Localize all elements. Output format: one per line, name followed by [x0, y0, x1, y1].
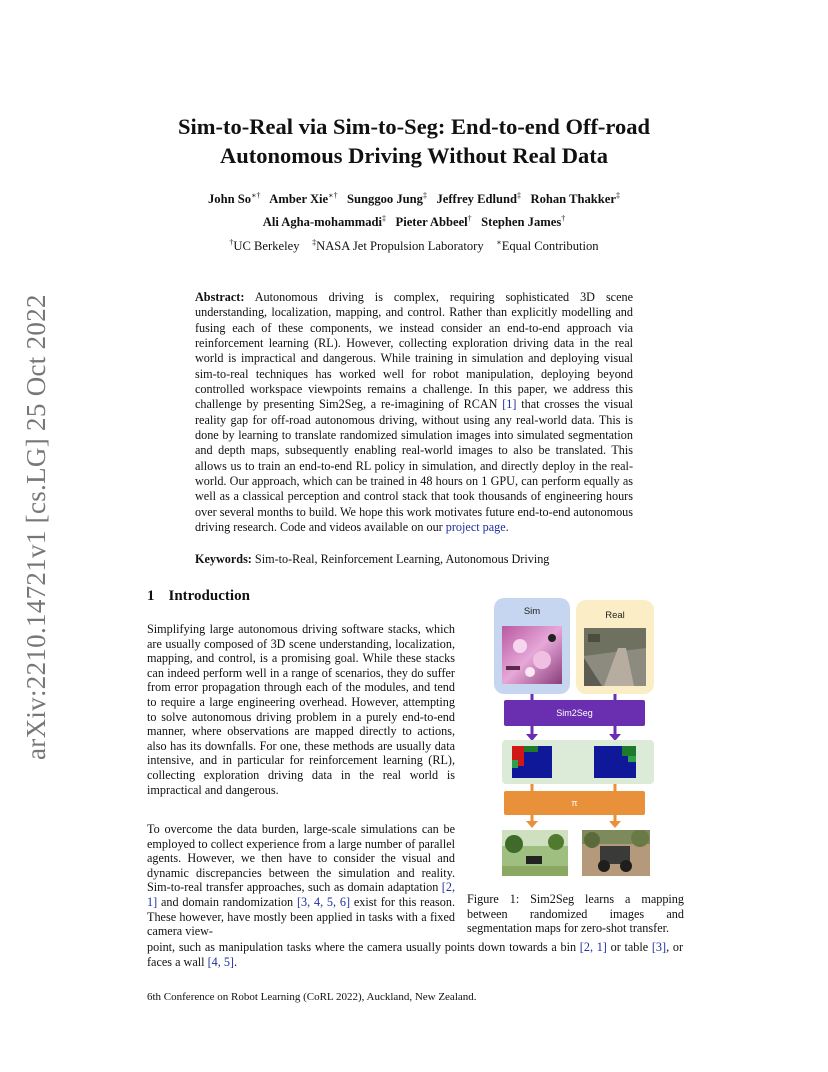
policy-block [504, 791, 645, 815]
sim-image [502, 626, 562, 684]
intro-paragraph-2: To overcome the data burden, large-scale simulations can be employed to collect experience from a large number of parallel agents. However, we then have to consider the visual and dynamic discrepancies between the simulation and reality. Sim-to-real transfer approaches, such as domain adaptation [2, 1] and domain randomization [3, 4, 5, 6] exist for this reason. These however, have mostly been applied in tasks with a fixed camera view- [147, 822, 455, 939]
author: Ali Agha-mohammadi‡ [262, 214, 387, 230]
real-segmentation-map [594, 746, 636, 778]
affiliation: †UC Berkeley [229, 238, 300, 254]
citation-link[interactable]: [3] [651, 940, 667, 954]
citation-link[interactable]: [4, 5] [207, 954, 234, 969]
author: Stephen James† [481, 214, 566, 230]
real-image [584, 628, 646, 686]
abstract: Abstract: Autonomous driving is complex, requiring sophisticated 3D scene understanding, localization, mapping, and control. Rather than explicitly modelling and fusing each of these components, we instead consider an end-to-end approach via reinforcement learning (RL). However, collecting exploration driving data in the real world is impractical and dangerous. While training in simulation and deploying visual sim-to-real techniques has worked well for robot manipulation, deploying beyond controlled workspace viewpoints remains a challenge. In this paper, we address this challenge by presenting Sim2Seg, a re-imagining of RCAN [1] that crosses the visual reality gap for off-road autonomous driving, without using any real-world data. This is done by learning to translate randomized simulation images into simulated segmentation and depth maps, subsequently enabling real-world images to also be translated. This allows us to train an end-to-end RL policy in simulation, and directly deploy in the real-world. Our approach, which can be trained in 48 hours on 1 GPU, can perform equally as well as a classical perception and control stack that took thousands of engineering hours over several months to build. We hope this work motivates future end-to-end autonomous driving research. Code and videos available on our project page. [195, 290, 634, 535]
author-list-line-2 [110, 214, 718, 230]
arrows-to-outputs [494, 815, 656, 829]
section-heading [147, 588, 250, 605]
author: Amber Xie∗† [269, 191, 338, 207]
keywords-label: Keywords: [195, 552, 252, 566]
author: Sunggoo Jung‡ [347, 191, 427, 207]
arxiv-identifier: arXiv:2210.14721v1 [cs.LG] 25 Oct 2022 [21, 294, 51, 760]
affiliation: ∗Equal Contribution [496, 238, 599, 254]
sim-label: Sim [523, 606, 541, 617]
title-line-2: Autonomous Driving Without Real Data [220, 143, 608, 168]
citation-link[interactable]: [2, 1] [579, 940, 607, 954]
author: Pieter Abbeel† [395, 214, 472, 230]
policy-label: π [571, 798, 578, 808]
figure-1 [494, 598, 656, 880]
section-number: 1 [147, 588, 155, 604]
keywords [195, 552, 633, 567]
section-title: Introduction [168, 588, 250, 604]
real-panel [576, 600, 654, 694]
title-line-1: Sim-to-Real via Sim-to-Seg: End-to-end Off-road [177, 114, 651, 139]
keywords-text: Sim-to-Real, Reinforcement Learning, Autonomous Driving [254, 552, 550, 566]
intro-paragraph-1: Simplifying large autonomous driving software stacks, which are usually composed of 3D scene understanding, localization, mapping, and control, is a promising goal. While these stacks can indeed perform well in a range of scenarios, they do suffer from error propagation through each of the modules, and tend to require a large engineering overhead. However, attempting to solve autonomous driving problem in a purely end-to-end manner, where observations are mapped directly to actions, also has its downfalls. For one, these methods are usually data intensive, and in particular for reinforcement learning (RL), collecting exploration driving data in the real world is impractical and dangerous. [147, 622, 455, 797]
citation-link[interactable]: [3, 4, 5, 6] [296, 894, 351, 909]
real-driving-image [582, 830, 650, 876]
sim2seg-block [504, 700, 645, 726]
abstract-text: Autonomous driving is complex, requiring sophisticated 3D scene understanding, localization, mapping, and control. Rather than explicitly modelling and fusing each of these components, we instead consider an end-to-end approach via reinforcement learning (RL). However, collecting exploration driving data in the real world is impractical and dangerous. While training in simulation and deploying visual sim-to-real techniques has worked well for robot manipulation, deploying beyond controlled workspace viewpoints remains a challenge. In this paper, we address this challenge by presenting Sim2Seg, a re-imagining of RCAN [195, 290, 634, 412]
sim-panel [494, 598, 570, 694]
affiliations [110, 238, 718, 254]
author-list-line-1 [110, 191, 718, 207]
intro-paragraph-2-continued: point, such as manipulation tasks where the camera usually points down towards a bin [2, 1] or table [3], or faces a wall [4, 5]. [147, 940, 684, 969]
sim2seg-label: Sim2Seg [556, 708, 593, 718]
citation-link[interactable]: [1] [502, 397, 517, 412]
author: Jeffrey Edlund‡ [436, 191, 522, 207]
citation-link[interactable]: [2, 1] [147, 880, 455, 909]
sim-driving-image [502, 830, 568, 876]
figure-caption: Figure 1: Sim2Seg learns a mapping between randomized images and segmentation maps for zero-shot transfer. [467, 892, 684, 936]
sim-segmentation-map [512, 746, 552, 778]
project-page-link[interactable]: project page [445, 520, 506, 535]
real-label: Real [605, 610, 625, 621]
paper-title [120, 112, 708, 170]
conference-footer: 6th Conference on Robot Learning (CoRL 2022), Auckland, New Zealand. [147, 991, 477, 1003]
abstract-text: that crosses the visual reality gap for off-road autonomous driving, without using any real-world data. This is done by learning to translate randomized simulation images into simulated segmentation and depth maps, subsequently enabling real-world images to also be translated. This allows us to train an end-to-end RL policy in simulation, and directly deploy in the real-world. Our approach, which can be trained in 48 hours on 1 GPU, can perform equally as well as a classical perception and control stack that took thousands of engineering hours over several months to build. We hope this work motivates future end-to-end autonomous driving research. Code and videos available on our [195, 397, 634, 535]
affiliation: ‡NASA Jet Propulsion Laboratory [312, 238, 484, 254]
author: Rohan Thakker‡ [530, 191, 620, 207]
author: John So∗† [208, 191, 261, 207]
abstract-label: Abstract: [195, 290, 245, 304]
